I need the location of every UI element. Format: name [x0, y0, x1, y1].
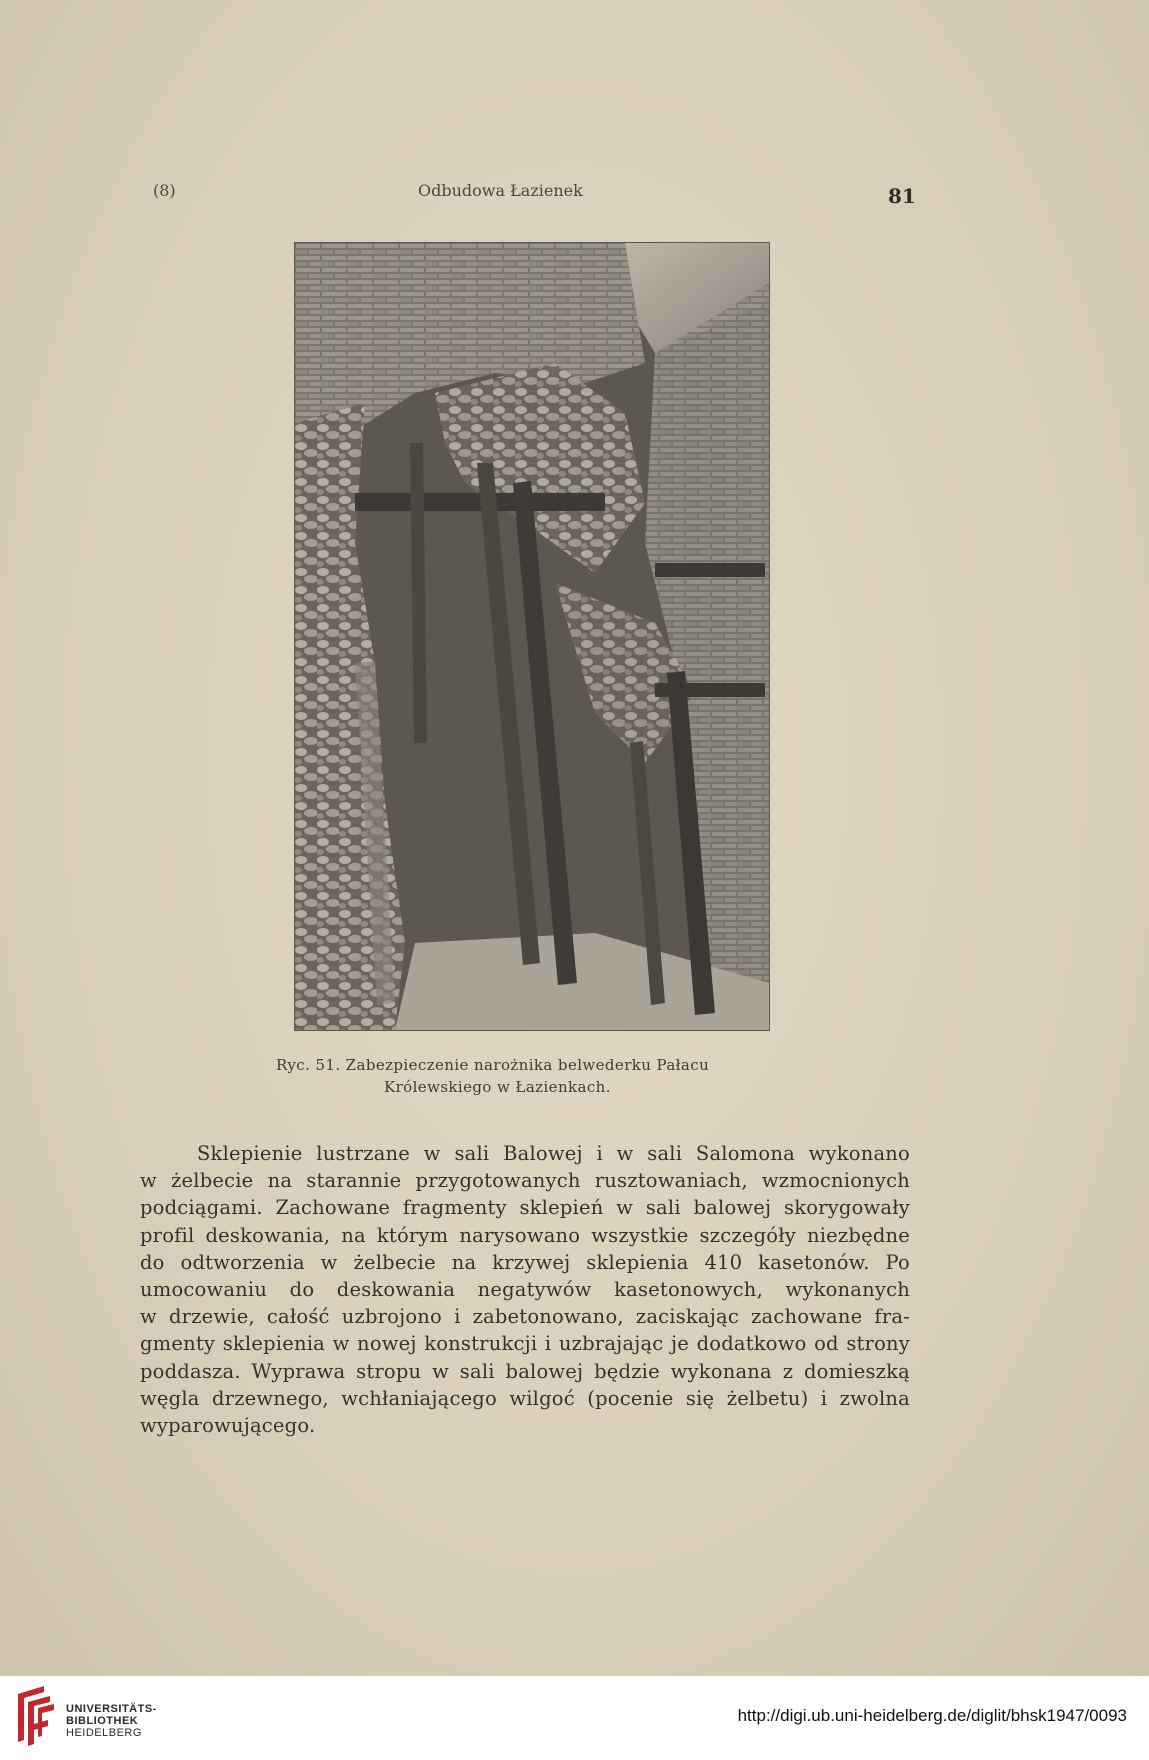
library-name-line: BIBLIOTHEK [66, 1715, 139, 1727]
library-logo-icon [14, 1684, 58, 1750]
running-title: Odbudowa Łazienek [418, 181, 583, 200]
text-line: gmenty sklepienia w nowej konstrukcji i uzbrajając je dodatkowo od strony [140, 1332, 910, 1356]
text-line: poddasza. Wyprawa stropu w sali balowej będzie wykonana z domieszką [140, 1359, 910, 1383]
section-number: (8) [153, 181, 176, 200]
page-number: 81 [888, 184, 916, 208]
digitization-footer [0, 1676, 1149, 1760]
text-line: profil deskowania, na którym narysowano wszystkie szczegóły niezbędne [140, 1223, 910, 1247]
library-name [66, 1703, 157, 1739]
figure-photo [294, 242, 770, 1031]
text-line: do odtworzenia w żelbecie na krzywej sklepienia 410 kasetonów. Po [140, 1250, 910, 1274]
text-line: Sklepienie lustrzane w sali Balowej i w sali Salomona wykonano [197, 1142, 910, 1165]
ruined-wall-photo-image [295, 243, 769, 1030]
library-name-line: HEIDELBERG [66, 1727, 142, 1739]
caption-line: Królewskiego w Łazienkach. [384, 1078, 611, 1096]
text-line: w żelbecie na starannie przygotowanych rusztowaniach, wzmocnionych [140, 1169, 910, 1193]
body-paragraph [140, 1140, 910, 1439]
source-url-link[interactable]: http://digi.ub.uni-heidelberg.de/diglit/bhsk1947/0093 [737, 1706, 1127, 1725]
text-line: węgla drzewnego, wchłaniającego wilgoć (pocenie się żelbetu) i zwolna [140, 1386, 910, 1410]
text-line: podciągami. Zachowane fragmenty sklepień w sali balowej skorygowały [140, 1196, 910, 1220]
library-name-line: UNIVERSITÄTS- [66, 1703, 157, 1715]
text-line: w drzewie, całość uzbrojono i zabetonowano, zaciskając zachowane fra- [140, 1305, 910, 1329]
text-line: wyparowującego. [140, 1414, 316, 1438]
figure-caption [270, 1054, 810, 1098]
caption-line: Ryc. 51. Zabezpieczenie narożnika belwederku Pałacu [276, 1056, 710, 1074]
text-line: umocowaniu do deskowania negatywów kasetonowych, wykonanych [140, 1278, 910, 1302]
